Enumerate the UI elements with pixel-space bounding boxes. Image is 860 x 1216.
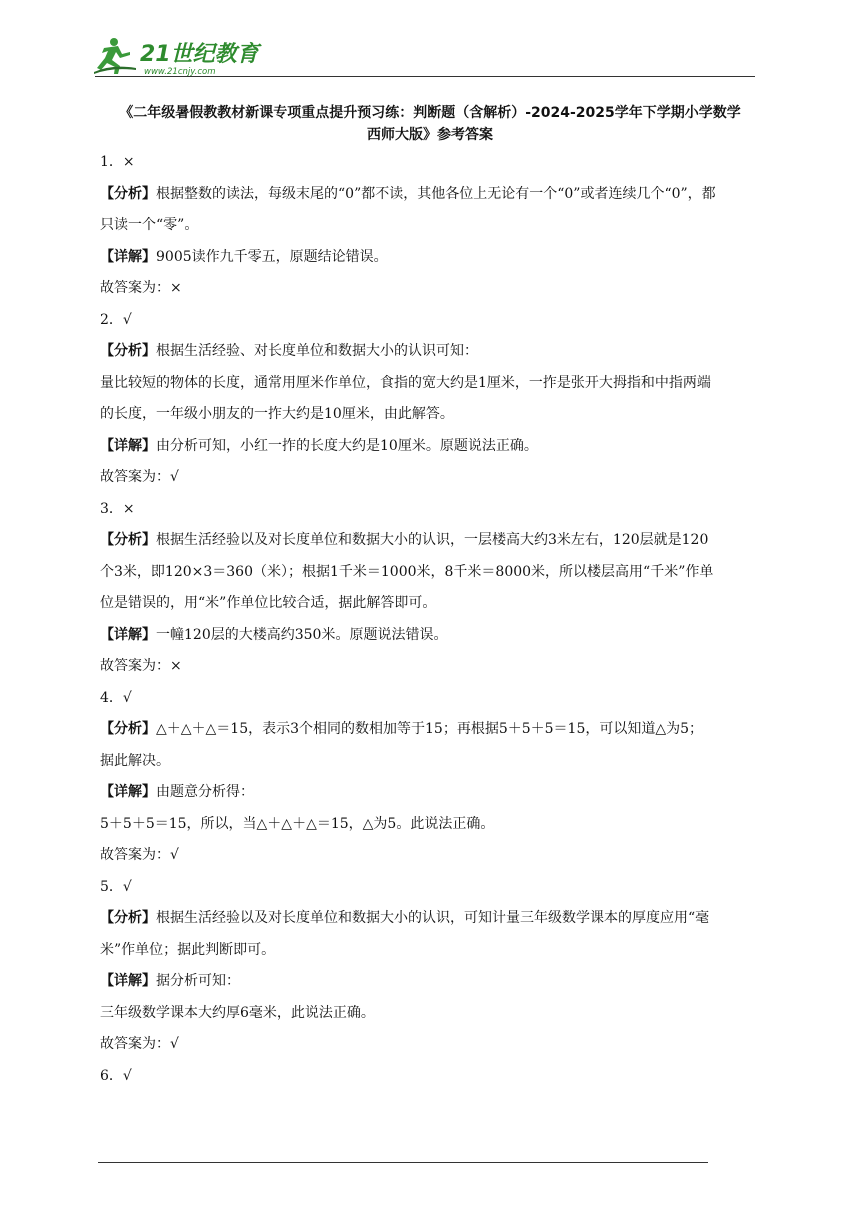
analysis-tag: 【分析】 <box>100 185 156 202</box>
analysis-line: 个3米，即120×3＝360（米）；根据1千米＝1000米，8千米＝8000米，所以楼层高用“千米”作单 <box>100 563 714 580</box>
runner-icon <box>94 38 136 74</box>
title-line-1: 《二年级暑假教教材新课专项重点提升预习练：判断题（含解析）-2024-2025学年下学期小学数学 <box>119 105 741 121</box>
detail-line <box>100 431 768 463</box>
analysis-line <box>100 179 768 211</box>
detail-text: 由分析可知，小红一拃的长度大约是10厘米。原题说法正确。 <box>156 437 538 454</box>
analysis-line: 米”作单位；据此判断即可。 <box>100 941 276 958</box>
analysis-text: 根据整数的读法，每级末尾的“0”都不读，其他各位上无论有一个“0”或者连续几个“0”，都 <box>156 185 716 202</box>
analysis-line: 只读一个“零”。 <box>100 217 199 233</box>
analysis-text: 根据生活经验以及对长度单位和数据大小的认识，一层楼高大约3米左右，120层就是120 <box>156 532 709 548</box>
detail-text: 9005读作九千零五，原题结论错误。 <box>156 248 388 265</box>
detail-tag: 【详解】 <box>100 437 156 454</box>
title-line-2: 西师大版》参考答案 <box>367 127 493 143</box>
analysis-line: 的长度，一年级小朋友的一拃大约是10厘米，由此解答。 <box>100 406 454 422</box>
analysis-tag: 【分析】 <box>100 721 156 737</box>
logo-text: 21世纪教育 <box>140 42 259 67</box>
analysis-line: 位是错误的，用“米”作单位比较合适，据此解答即可。 <box>100 595 437 611</box>
conclusion-line: 故答案为：× <box>100 658 182 674</box>
answer-number: 6．√ <box>100 1067 132 1084</box>
analysis-line: 据此解决。 <box>100 752 170 769</box>
answer-list <box>100 147 768 1092</box>
analysis-line <box>100 903 768 935</box>
analysis-line <box>100 336 768 368</box>
answer-number: 4．√ <box>100 689 132 706</box>
conclusion-line: 故答案为：√ <box>100 847 179 863</box>
detail-line: 三年级数学课本大约厚6毫米，此说法正确。 <box>100 1004 375 1021</box>
analysis-line <box>100 714 768 746</box>
logo-21cnjy <box>92 34 267 80</box>
detail-tag: 【详解】 <box>100 248 156 265</box>
analysis-tag: 【分析】 <box>100 910 156 926</box>
logo-url-text: www.21cnjy.com <box>144 67 216 77</box>
conclusion-line: 故答案为：√ <box>100 469 179 485</box>
analysis-tag: 【分析】 <box>100 343 156 359</box>
detail-tag: 【详解】 <box>100 784 156 800</box>
detail-text: 据分析可知： <box>156 973 240 989</box>
detail-tag: 【详解】 <box>100 973 156 989</box>
detail-text: 由题意分析得： <box>156 784 254 800</box>
analysis-text: 根据生活经验、对长度单位和数据大小的认识可知： <box>156 343 478 359</box>
analysis-line: 量比较短的物体的长度，通常用厘米作单位，食指的宽大约是1厘米，一拃是张开大拇指和中指两端 <box>100 374 711 391</box>
conclusion-line: 故答案为：√ <box>100 1036 179 1052</box>
analysis-line <box>100 525 768 557</box>
footer-divider <box>98 1162 708 1163</box>
detail-line <box>100 966 768 998</box>
analysis-text: △＋△＋△＝15，表示3个相同的数相加等于15；再根据5＋5＋5＝15，可以知道△为5； <box>156 721 704 737</box>
answer-number: 2．√ <box>100 311 132 328</box>
header-divider <box>95 76 755 77</box>
analysis-text: 根据生活经验以及对长度单位和数据大小的认识，可知计量三年级数学课本的厚度应用“毫 <box>156 910 710 926</box>
detail-line <box>100 242 768 274</box>
answer-number: 3．× <box>100 500 135 517</box>
conclusion-line: 故答案为：× <box>100 280 182 296</box>
detail-line <box>100 620 768 652</box>
detail-tag: 【详解】 <box>100 626 156 643</box>
analysis-tag: 【分析】 <box>100 532 156 548</box>
detail-line: 5＋5＋5＝15，所以，当△＋△＋△＝15，△为5。此说法正确。 <box>100 815 495 832</box>
detail-text: 一幢120层的大楼高约350米。原题说法错误。 <box>156 626 448 643</box>
detail-line <box>100 777 768 809</box>
answer-number: 5．√ <box>100 878 132 895</box>
answer-number: 1．× <box>100 154 135 170</box>
document-title <box>96 102 764 146</box>
